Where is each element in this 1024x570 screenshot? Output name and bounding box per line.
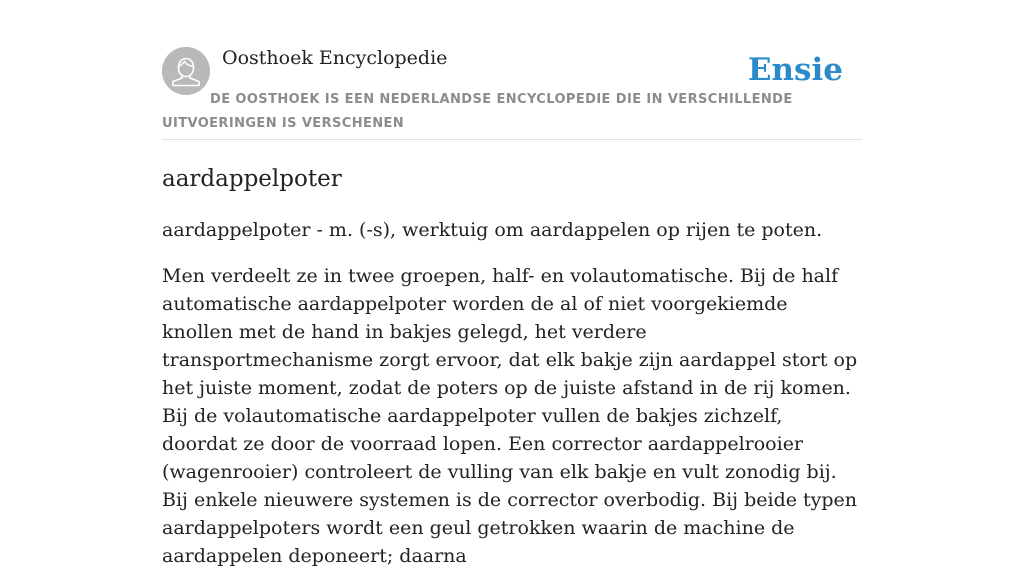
article-definition: aardappelpoter - m. (-s), werktuig om aardappelen op rijen te poten. xyxy=(162,219,823,241)
article xyxy=(162,162,862,570)
article-title: aardappelpoter xyxy=(162,166,342,192)
site-header xyxy=(162,0,862,140)
site-tagline: DE OOSTHOEK IS EEN NEDERLANDSE ENCYCLOPEDIE DIE IN VERSCHILLENDE UITVOERINGEN IS VERSCHENEN xyxy=(162,92,793,131)
brand-logo[interactable]: Ensie xyxy=(747,52,843,88)
article-body: Men verdeelt ze in twee groepen, half- en volautomatische. Bij de half automatische aardappelpoter worden de al of niet voorgekiemde knollen met de hand in bakjes gelegd, het verdere transportmechanisme zorgt ervoor, dat elk bakje zijn aardappel stort op het juiste moment, zodat de poters op de juiste afstand in de rij komen. Bij de volautomatische aardappelpoter vullen de bakjes zichzelf, doordat ze door de voorraad lopen. Een corrector aardappelrooier (wagenrooier) controleert de vulling van elk bakje en vult zonodig bij. Bij enkele nieuwere systemen is de corrector overbodig. Bij beide typen aardappelpoters wordt een geul getrokken waarin de machine de aardappelen deponeert; daarna xyxy=(162,265,858,567)
site-name[interactable]: Oosthoek Encyclopedie xyxy=(222,47,448,69)
main-container xyxy=(162,0,862,570)
